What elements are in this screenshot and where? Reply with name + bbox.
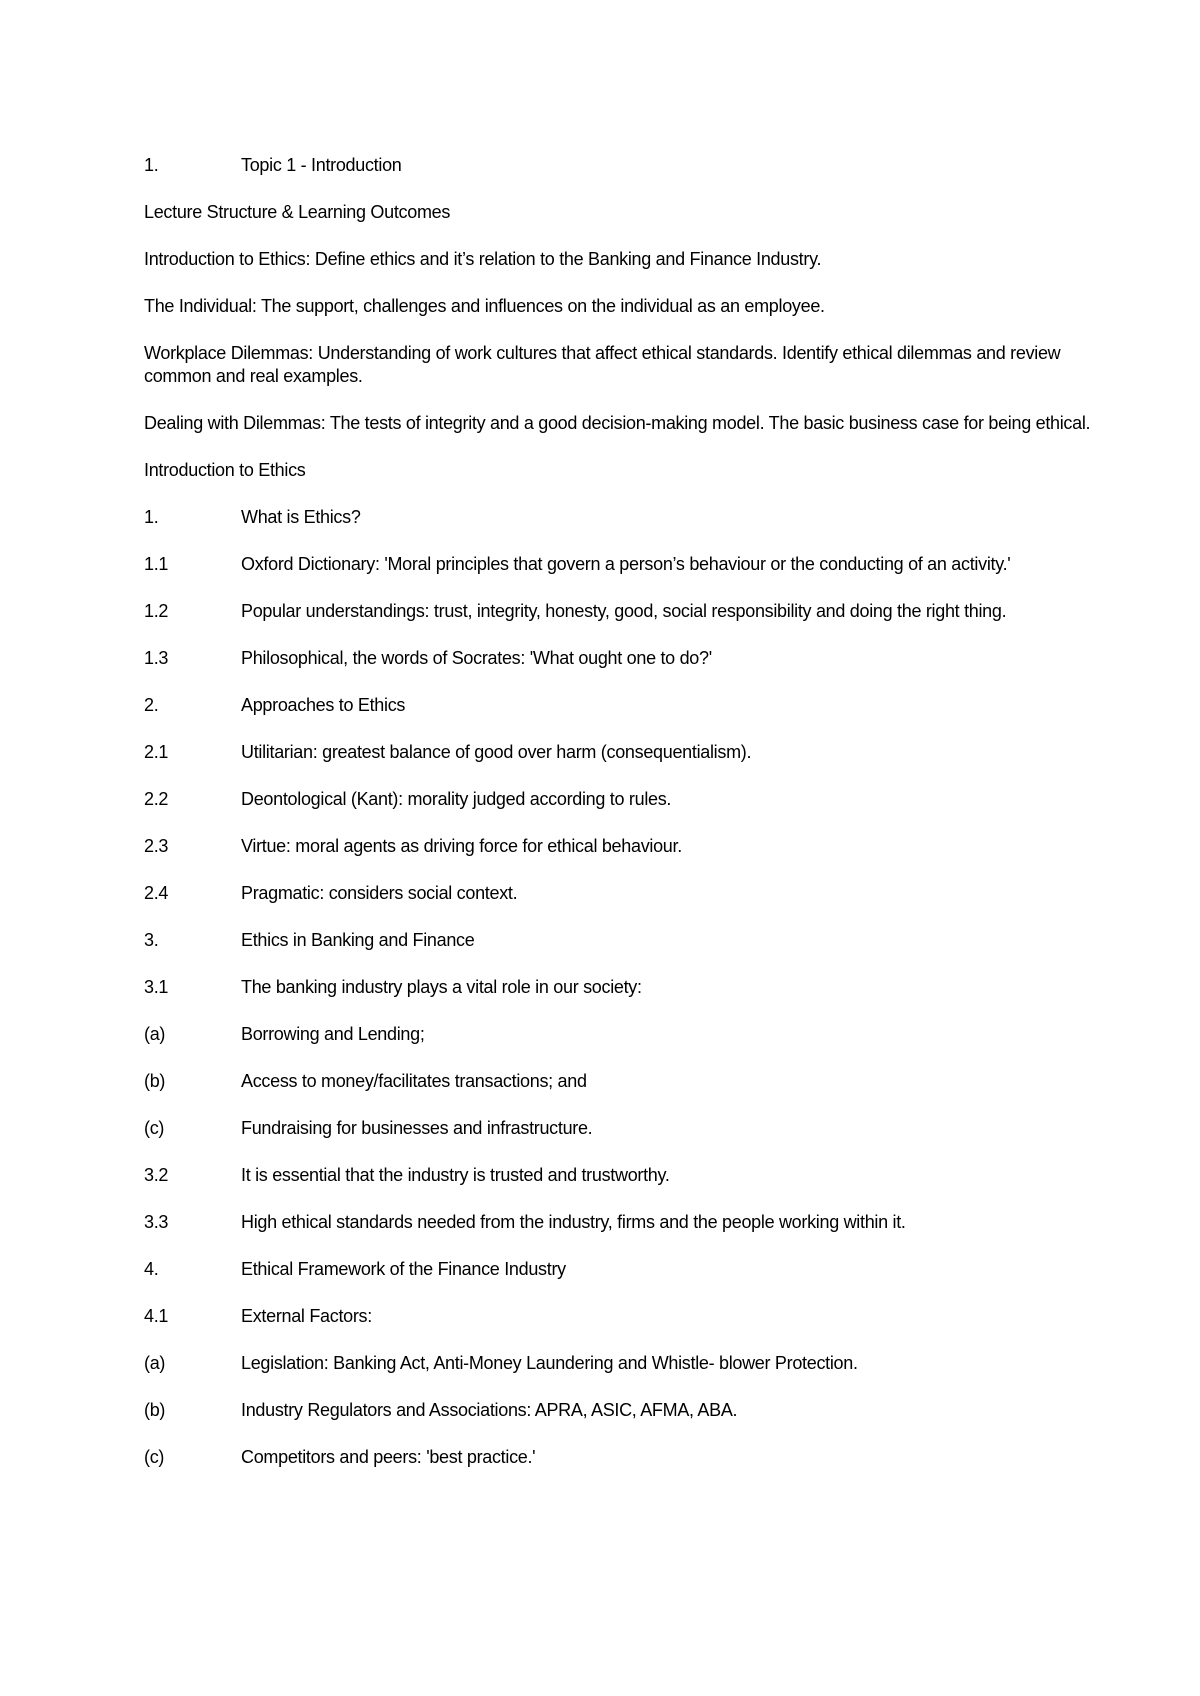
paragraph-text: Virtue: moral agents as driving force for ethical behaviour. <box>241 836 682 856</box>
paragraph-number: 3. <box>144 930 159 950</box>
paragraph-text: External Factors: <box>241 1306 372 1326</box>
paragraph <box>144 295 1094 318</box>
paragraph-number: 2. <box>144 695 159 715</box>
paragraph-list <box>144 201 1094 1469</box>
paragraph <box>144 1117 1094 1140</box>
paragraph-number: 2.1 <box>144 742 169 762</box>
paragraph-number: (a) <box>144 1353 166 1373</box>
paragraph-text: Ethical Framework of the Finance Industry <box>241 1259 566 1279</box>
paragraph-number: 4.1 <box>144 1306 169 1326</box>
paragraph-text: Introduction to Ethics: Define ethics and it’s relation to the Banking and Finance Industry. <box>144 249 822 269</box>
paragraph <box>144 248 1094 271</box>
paragraph <box>144 600 1094 623</box>
paragraph-text: Philosophical, the words of Socrates: 'What ought one to do?' <box>241 648 712 668</box>
paragraph-text: Pragmatic: considers social context. <box>241 883 518 903</box>
heading-number: 1. <box>144 155 159 175</box>
paragraph-number: 3.1 <box>144 977 169 997</box>
paragraph-number: 1.3 <box>144 648 169 668</box>
paragraph <box>144 1258 1094 1281</box>
paragraph-number: 1. <box>144 507 159 527</box>
paragraph <box>144 741 1094 764</box>
paragraph-text: Deontological (Kant): morality judged according to rules. <box>241 789 672 809</box>
paragraph-number: (c) <box>144 1447 165 1467</box>
paragraph-number: 1.1 <box>144 554 169 574</box>
heading-title: Topic 1 - Introduction <box>241 155 402 175</box>
paragraph-text: Industry Regulators and Associations: APRA, ASIC, AFMA, ABA. <box>241 1400 738 1420</box>
paragraph-number: (b) <box>144 1071 166 1091</box>
paragraph-number: 3.2 <box>144 1165 169 1185</box>
paragraph-text: Lecture Structure & Learning Outcomes <box>144 202 451 222</box>
paragraph <box>144 506 1094 529</box>
paragraph-text: Workplace Dilemmas: Understanding of work cultures that affect ethical standards. Identify ethical dilemmas and review common and real examples. <box>144 343 1061 386</box>
document-body <box>144 154 1094 1493</box>
paragraph-text: Competitors and peers: 'best practice.' <box>241 1447 536 1467</box>
paragraph <box>144 835 1094 858</box>
paragraph <box>144 201 1094 224</box>
paragraph-text: Borrowing and Lending; <box>241 1024 425 1044</box>
paragraph <box>144 342 1094 388</box>
paragraph-text: Introduction to Ethics <box>144 460 306 480</box>
paragraph-number: (a) <box>144 1024 166 1044</box>
paragraph <box>144 1305 1094 1328</box>
paragraph-number: 3.3 <box>144 1212 169 1232</box>
paragraph-number: 2.4 <box>144 883 169 903</box>
paragraph-text: It is essential that the industry is trusted and trustworthy. <box>241 1165 670 1185</box>
paragraph-number: 4. <box>144 1259 159 1279</box>
paragraph <box>144 412 1094 435</box>
paragraph-number: 1.2 <box>144 601 169 621</box>
paragraph <box>144 1070 1094 1093</box>
paragraph-number: (b) <box>144 1400 166 1420</box>
paragraph-text: What is Ethics? <box>241 507 361 527</box>
paragraph-text: Dealing with Dilemmas: The tests of integrity and a good decision-making model. The basic business case for being ethical. <box>144 413 1091 433</box>
paragraph-number: 2.2 <box>144 789 169 809</box>
paragraph-number: 2.3 <box>144 836 169 856</box>
paragraph <box>144 929 1094 952</box>
paragraph <box>144 647 1094 670</box>
paragraph-text: Oxford Dictionary: 'Moral principles that govern a person’s behaviour or the conducting of an activity.' <box>241 554 1011 574</box>
paragraph <box>144 976 1094 999</box>
paragraph-text: Ethics in Banking and Finance <box>241 930 475 950</box>
paragraph-text: The Individual: The support, challenges and influences on the individual as an employee. <box>144 296 825 316</box>
paragraph <box>144 459 1094 482</box>
paragraph-text: The banking industry plays a vital role in our society: <box>241 977 642 997</box>
paragraph-text: Popular understandings: trust, integrity, honesty, good, social responsibility and doing the right thing. <box>241 601 1007 621</box>
paragraph-text: Access to money/facilitates transactions; and <box>241 1071 587 1091</box>
paragraph <box>144 1211 1094 1234</box>
paragraph-text: High ethical standards needed from the industry, firms and the people working within it. <box>241 1212 906 1232</box>
paragraph <box>144 1446 1094 1469</box>
paragraph <box>144 788 1094 811</box>
document-heading <box>144 154 1094 177</box>
paragraph <box>144 1352 1094 1375</box>
paragraph <box>144 1164 1094 1187</box>
paragraph <box>144 694 1094 717</box>
paragraph <box>144 882 1094 905</box>
paragraph-text: Utilitarian: greatest balance of good over harm (consequentialism). <box>241 742 752 762</box>
paragraph-number: (c) <box>144 1118 165 1138</box>
paragraph <box>144 553 1094 576</box>
paragraph-text: Approaches to Ethics <box>241 695 406 715</box>
paragraph <box>144 1023 1094 1046</box>
paragraph-text: Fundraising for businesses and infrastructure. <box>241 1118 593 1138</box>
paragraph-text: Legislation: Banking Act, Anti-Money Laundering and Whistle- blower Protection. <box>241 1353 858 1373</box>
paragraph <box>144 1399 1094 1422</box>
